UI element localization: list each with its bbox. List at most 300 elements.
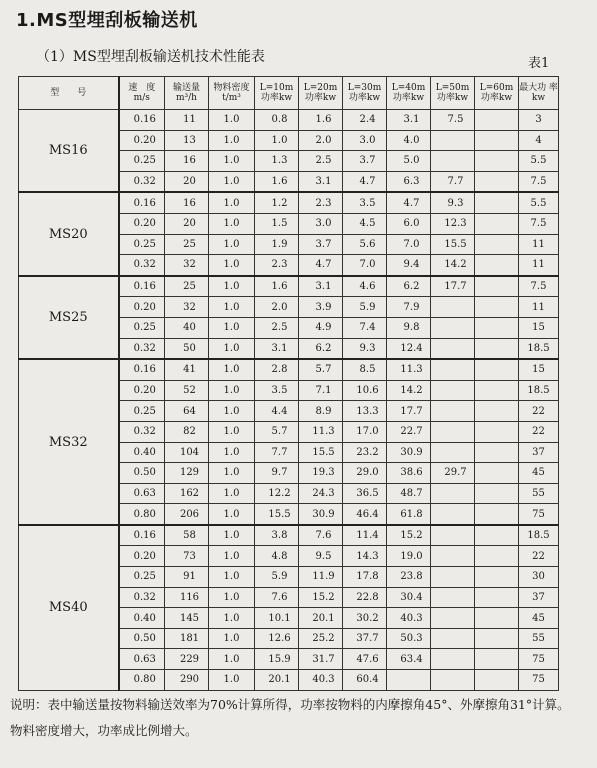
power-l40-cell: 5.0 — [387, 151, 431, 172]
header-capacity: 输送量 m³/h — [165, 77, 209, 110]
power-l20-cell: 9.5 — [299, 546, 343, 567]
power-l50-cell: 15.5 — [431, 234, 475, 255]
table-header-row — [19, 77, 559, 110]
max-power-cell: 7.5 — [519, 276, 559, 297]
power-l50-cell — [431, 297, 475, 318]
power-l30-cell: 29.0 — [343, 463, 387, 484]
power-l30-cell: 22.8 — [343, 587, 387, 608]
speed-cell: 0.80 — [119, 670, 165, 691]
power-l10-cell: 5.9 — [255, 567, 299, 588]
model-cell: MS32 — [19, 359, 119, 525]
power-l10-cell: 1.9 — [255, 234, 299, 255]
power-l10-cell: 7.7 — [255, 442, 299, 463]
capacity-cell: 32 — [165, 297, 209, 318]
performance-table — [18, 76, 559, 691]
table-number: 表1 — [528, 56, 550, 71]
power-l50-cell: 7.7 — [431, 171, 475, 192]
power-l30-cell: 60.4 — [343, 670, 387, 691]
power-l60-cell — [475, 171, 519, 192]
density-cell: 1.0 — [209, 255, 255, 276]
max-power-cell: 3 — [519, 110, 559, 131]
power-l60-cell — [475, 628, 519, 649]
density-cell: 1.0 — [209, 463, 255, 484]
speed-cell: 0.20 — [119, 297, 165, 318]
density-cell: 1.0 — [209, 359, 255, 380]
power-l30-cell: 3.5 — [343, 192, 387, 213]
power-l10-cell: 2.3 — [255, 255, 299, 276]
power-l20-cell: 11.9 — [299, 567, 343, 588]
power-l50-cell — [431, 151, 475, 172]
power-l20-cell: 2.0 — [299, 130, 343, 151]
power-l40-cell: 19.0 — [387, 546, 431, 567]
capacity-cell: 20 — [165, 213, 209, 234]
power-l40-cell: 30.4 — [387, 587, 431, 608]
power-l30-cell: 3.0 — [343, 130, 387, 151]
power-l10-cell: 3.8 — [255, 525, 299, 546]
max-power-cell: 30 — [519, 567, 559, 588]
header-power-l10: L=10m 功率kw — [255, 77, 299, 110]
power-l40-cell: 23.8 — [387, 567, 431, 588]
power-l30-cell: 4.5 — [343, 213, 387, 234]
power-l60-cell — [475, 608, 519, 629]
max-power-cell: 75 — [519, 504, 559, 525]
power-l40-cell: 4.7 — [387, 192, 431, 213]
density-cell: 1.0 — [209, 317, 255, 338]
table-row — [19, 192, 559, 213]
speed-cell: 0.25 — [119, 317, 165, 338]
power-l30-cell: 36.5 — [343, 483, 387, 504]
power-l50-cell — [431, 359, 475, 380]
density-cell: 1.0 — [209, 151, 255, 172]
power-l50-cell — [431, 442, 475, 463]
power-l20-cell: 15.2 — [299, 587, 343, 608]
speed-cell: 0.16 — [119, 192, 165, 213]
power-l40-cell: 6.2 — [387, 276, 431, 297]
header-density: 物料密度 t/m³ — [209, 77, 255, 110]
power-l40-cell: 12.4 — [387, 338, 431, 359]
speed-cell: 0.25 — [119, 151, 165, 172]
max-power-cell: 22 — [519, 546, 559, 567]
speed-cell: 0.50 — [119, 463, 165, 484]
power-l20-cell: 4.7 — [299, 255, 343, 276]
power-l10-cell: 1.3 — [255, 151, 299, 172]
power-l50-cell — [431, 546, 475, 567]
speed-cell: 0.40 — [119, 442, 165, 463]
power-l50-cell — [431, 130, 475, 151]
power-l10-cell: 10.1 — [255, 608, 299, 629]
density-cell: 1.0 — [209, 649, 255, 670]
density-cell: 1.0 — [209, 587, 255, 608]
max-power-cell: 45 — [519, 463, 559, 484]
power-l40-cell: 7.9 — [387, 297, 431, 318]
power-l60-cell — [475, 649, 519, 670]
model-cell: MS25 — [19, 276, 119, 359]
power-l50-cell — [431, 421, 475, 442]
power-l20-cell: 7.6 — [299, 525, 343, 546]
power-l30-cell: 37.7 — [343, 628, 387, 649]
speed-cell: 0.25 — [119, 567, 165, 588]
header-power-l50: L=50m 功率kw — [431, 77, 475, 110]
power-l60-cell — [475, 401, 519, 422]
power-l60-cell — [475, 151, 519, 172]
speed-cell: 0.16 — [119, 359, 165, 380]
capacity-cell: 25 — [165, 234, 209, 255]
power-l40-cell: 48.7 — [387, 483, 431, 504]
power-l40-cell: 3.1 — [387, 110, 431, 131]
power-l30-cell: 7.0 — [343, 255, 387, 276]
capacity-cell: 16 — [165, 192, 209, 213]
power-l40-cell: 17.7 — [387, 401, 431, 422]
power-l60-cell — [475, 504, 519, 525]
power-l20-cell: 30.9 — [299, 504, 343, 525]
power-l50-cell — [431, 628, 475, 649]
power-l10-cell: 9.7 — [255, 463, 299, 484]
max-power-cell: 22 — [519, 421, 559, 442]
speed-cell: 0.32 — [119, 255, 165, 276]
table-body — [19, 110, 559, 691]
power-l10-cell: 15.5 — [255, 504, 299, 525]
max-power-cell: 75 — [519, 670, 559, 691]
power-l40-cell: 4.0 — [387, 130, 431, 151]
capacity-cell: 290 — [165, 670, 209, 691]
power-l50-cell — [431, 525, 475, 546]
table-subtitle: （1）MS型埋刮板输送机技术性能表 — [36, 49, 265, 65]
power-l20-cell: 3.9 — [299, 297, 343, 318]
capacity-cell: 11 — [165, 110, 209, 131]
power-l20-cell: 3.0 — [299, 213, 343, 234]
speed-cell: 0.25 — [119, 234, 165, 255]
density-cell: 1.0 — [209, 276, 255, 297]
power-l30-cell: 5.6 — [343, 234, 387, 255]
power-l60-cell — [475, 234, 519, 255]
speed-cell: 0.32 — [119, 587, 165, 608]
max-power-cell: 75 — [519, 649, 559, 670]
speed-cell: 0.32 — [119, 338, 165, 359]
max-power-cell: 4 — [519, 130, 559, 151]
speed-cell: 0.20 — [119, 380, 165, 401]
density-cell: 1.0 — [209, 546, 255, 567]
speed-cell: 0.20 — [119, 130, 165, 151]
power-l20-cell: 31.7 — [299, 649, 343, 670]
density-cell: 1.0 — [209, 608, 255, 629]
capacity-cell: 145 — [165, 608, 209, 629]
max-power-cell: 11 — [519, 234, 559, 255]
power-l30-cell: 23.2 — [343, 442, 387, 463]
power-l30-cell: 17.8 — [343, 567, 387, 588]
power-l60-cell — [475, 192, 519, 213]
power-l50-cell — [431, 608, 475, 629]
capacity-cell: 16 — [165, 151, 209, 172]
capacity-cell: 129 — [165, 463, 209, 484]
power-l20-cell: 7.1 — [299, 380, 343, 401]
density-cell: 1.0 — [209, 297, 255, 318]
power-l40-cell: 40.3 — [387, 608, 431, 629]
density-cell: 1.0 — [209, 442, 255, 463]
capacity-cell: 20 — [165, 171, 209, 192]
power-l10-cell: 12.6 — [255, 628, 299, 649]
power-l30-cell: 11.4 — [343, 525, 387, 546]
page-title: 1.MS型埋刮板输送机 — [16, 10, 198, 31]
power-l30-cell: 47.6 — [343, 649, 387, 670]
power-l20-cell: 20.1 — [299, 608, 343, 629]
power-l30-cell: 7.4 — [343, 317, 387, 338]
power-l40-cell: 7.0 — [387, 234, 431, 255]
power-l30-cell: 13.3 — [343, 401, 387, 422]
power-l20-cell: 3.1 — [299, 171, 343, 192]
max-power-cell: 15 — [519, 359, 559, 380]
power-l40-cell: 6.3 — [387, 171, 431, 192]
density-cell: 1.0 — [209, 525, 255, 546]
power-l10-cell: 2.0 — [255, 297, 299, 318]
power-l10-cell: 1.2 — [255, 192, 299, 213]
power-l30-cell: 9.3 — [343, 338, 387, 359]
power-l10-cell: 2.5 — [255, 317, 299, 338]
table-row — [19, 276, 559, 297]
power-l50-cell — [431, 317, 475, 338]
power-l60-cell — [475, 359, 519, 380]
capacity-cell: 40 — [165, 317, 209, 338]
power-l10-cell: 5.7 — [255, 421, 299, 442]
max-power-cell: 22 — [519, 401, 559, 422]
power-l50-cell — [431, 670, 475, 691]
power-l10-cell: 0.8 — [255, 110, 299, 131]
power-l30-cell: 4.7 — [343, 171, 387, 192]
max-power-cell: 5.5 — [519, 151, 559, 172]
power-l20-cell: 19.3 — [299, 463, 343, 484]
max-power-cell: 15 — [519, 317, 559, 338]
power-l10-cell: 12.2 — [255, 483, 299, 504]
power-l30-cell: 10.6 — [343, 380, 387, 401]
max-power-cell: 7.5 — [519, 213, 559, 234]
power-l20-cell: 3.7 — [299, 234, 343, 255]
power-l40-cell: 61.8 — [387, 504, 431, 525]
header-speed: 速 度 m/s — [119, 77, 165, 110]
density-cell: 1.0 — [209, 401, 255, 422]
capacity-cell: 58 — [165, 525, 209, 546]
max-power-cell: 5.5 — [519, 192, 559, 213]
power-l60-cell — [475, 463, 519, 484]
capacity-cell: 73 — [165, 546, 209, 567]
power-l40-cell: 11.3 — [387, 359, 431, 380]
power-l40-cell: 15.2 — [387, 525, 431, 546]
header-max-power: 最大功 率kw — [519, 77, 559, 110]
power-l20-cell: 2.3 — [299, 192, 343, 213]
speed-cell: 0.16 — [119, 525, 165, 546]
power-l10-cell: 2.8 — [255, 359, 299, 380]
power-l20-cell: 8.9 — [299, 401, 343, 422]
power-l10-cell: 3.5 — [255, 380, 299, 401]
power-l50-cell — [431, 587, 475, 608]
capacity-cell: 91 — [165, 567, 209, 588]
power-l10-cell: 7.6 — [255, 587, 299, 608]
power-l60-cell — [475, 255, 519, 276]
power-l30-cell: 5.9 — [343, 297, 387, 318]
speed-cell: 0.32 — [119, 171, 165, 192]
power-l10-cell: 3.1 — [255, 338, 299, 359]
power-l50-cell — [431, 649, 475, 670]
table-row — [19, 525, 559, 546]
density-cell: 1.0 — [209, 380, 255, 401]
capacity-cell: 206 — [165, 504, 209, 525]
speed-cell: 0.20 — [119, 546, 165, 567]
power-l50-cell — [431, 504, 475, 525]
power-l30-cell: 3.7 — [343, 151, 387, 172]
speed-cell: 0.40 — [119, 608, 165, 629]
power-l20-cell: 40.3 — [299, 670, 343, 691]
header-model: 型 号 — [19, 77, 119, 110]
speed-cell: 0.50 — [119, 628, 165, 649]
max-power-cell: 55 — [519, 483, 559, 504]
power-l40-cell: 14.2 — [387, 380, 431, 401]
density-cell: 1.0 — [209, 130, 255, 151]
power-l50-cell: 17.7 — [431, 276, 475, 297]
density-cell: 1.0 — [209, 110, 255, 131]
capacity-cell: 13 — [165, 130, 209, 151]
power-l60-cell — [475, 546, 519, 567]
power-l60-cell — [475, 110, 519, 131]
speed-cell: 0.25 — [119, 401, 165, 422]
capacity-cell: 41 — [165, 359, 209, 380]
model-cell: MS20 — [19, 192, 119, 275]
power-l20-cell: 25.2 — [299, 628, 343, 649]
density-cell: 1.0 — [209, 628, 255, 649]
power-l20-cell: 1.6 — [299, 110, 343, 131]
header-power-l40: L=40m 功率kw — [387, 77, 431, 110]
power-l40-cell: 63.4 — [387, 649, 431, 670]
power-l30-cell: 17.0 — [343, 421, 387, 442]
power-l60-cell — [475, 567, 519, 588]
power-l60-cell — [475, 276, 519, 297]
speed-cell: 0.63 — [119, 649, 165, 670]
power-l50-cell: 29.7 — [431, 463, 475, 484]
power-l30-cell: 46.4 — [343, 504, 387, 525]
table-row — [19, 359, 559, 380]
power-l30-cell: 14.3 — [343, 546, 387, 567]
max-power-cell: 18.5 — [519, 380, 559, 401]
speed-cell: 0.63 — [119, 483, 165, 504]
capacity-cell: 229 — [165, 649, 209, 670]
power-l40-cell: 22.7 — [387, 421, 431, 442]
power-l30-cell: 8.5 — [343, 359, 387, 380]
density-cell: 1.0 — [209, 234, 255, 255]
power-l40-cell: 9.4 — [387, 255, 431, 276]
power-l60-cell — [475, 297, 519, 318]
power-l10-cell: 15.9 — [255, 649, 299, 670]
power-l60-cell — [475, 525, 519, 546]
max-power-cell: 37 — [519, 442, 559, 463]
power-l10-cell: 20.1 — [255, 670, 299, 691]
power-l60-cell — [475, 380, 519, 401]
power-l50-cell — [431, 401, 475, 422]
power-l10-cell: 1.5 — [255, 213, 299, 234]
power-l20-cell: 15.5 — [299, 442, 343, 463]
power-l60-cell — [475, 670, 519, 691]
capacity-cell: 104 — [165, 442, 209, 463]
speed-cell: 0.20 — [119, 213, 165, 234]
table-row — [19, 110, 559, 131]
max-power-cell: 37 — [519, 587, 559, 608]
density-cell: 1.0 — [209, 670, 255, 691]
capacity-cell: 52 — [165, 380, 209, 401]
power-l20-cell: 11.3 — [299, 421, 343, 442]
power-l10-cell: 1.6 — [255, 171, 299, 192]
speed-cell: 0.80 — [119, 504, 165, 525]
power-l50-cell: 7.5 — [431, 110, 475, 131]
header-power-l30: L=30m 功率kw — [343, 77, 387, 110]
power-l60-cell — [475, 317, 519, 338]
power-l60-cell — [475, 130, 519, 151]
power-l60-cell — [475, 421, 519, 442]
density-cell: 1.0 — [209, 192, 255, 213]
power-l40-cell: 6.0 — [387, 213, 431, 234]
model-cell: MS40 — [19, 525, 119, 690]
capacity-cell: 116 — [165, 587, 209, 608]
max-power-cell: 18.5 — [519, 338, 559, 359]
power-l10-cell: 1.6 — [255, 276, 299, 297]
power-l20-cell: 6.2 — [299, 338, 343, 359]
power-l60-cell — [475, 483, 519, 504]
power-l10-cell: 4.8 — [255, 546, 299, 567]
capacity-cell: 32 — [165, 255, 209, 276]
power-l50-cell: 14.2 — [431, 255, 475, 276]
power-l40-cell: 9.8 — [387, 317, 431, 338]
max-power-cell: 11 — [519, 297, 559, 318]
power-l50-cell — [431, 483, 475, 504]
power-l30-cell: 2.4 — [343, 110, 387, 131]
power-l50-cell — [431, 567, 475, 588]
power-l40-cell: 30.9 — [387, 442, 431, 463]
power-l50-cell: 12.3 — [431, 213, 475, 234]
max-power-cell: 55 — [519, 628, 559, 649]
density-cell: 1.0 — [209, 421, 255, 442]
density-cell: 1.0 — [209, 213, 255, 234]
capacity-cell: 25 — [165, 276, 209, 297]
max-power-cell: 18.5 — [519, 525, 559, 546]
table-note: 说明：表中输送量按物料输送效率为70%计算所得，功率按物料的内摩擦角45°、外摩擦角31°计算。物料密度增大，功率成比例增大。 — [10, 697, 570, 738]
density-cell: 1.0 — [209, 171, 255, 192]
density-cell: 1.0 — [209, 338, 255, 359]
density-cell: 1.0 — [209, 567, 255, 588]
model-cell: MS16 — [19, 110, 119, 193]
max-power-cell: 7.5 — [519, 171, 559, 192]
power-l30-cell: 4.6 — [343, 276, 387, 297]
speed-cell: 0.32 — [119, 421, 165, 442]
power-l20-cell: 4.9 — [299, 317, 343, 338]
capacity-cell: 162 — [165, 483, 209, 504]
power-l50-cell — [431, 380, 475, 401]
power-l60-cell — [475, 213, 519, 234]
speed-cell: 0.16 — [119, 110, 165, 131]
power-l40-cell: 38.6 — [387, 463, 431, 484]
density-cell: 1.0 — [209, 483, 255, 504]
header-power-l20: L=20m 功率kw — [299, 77, 343, 110]
capacity-cell: 181 — [165, 628, 209, 649]
power-l30-cell: 30.2 — [343, 608, 387, 629]
power-l20-cell: 2.5 — [299, 151, 343, 172]
power-l40-cell — [387, 670, 431, 691]
power-l50-cell — [431, 338, 475, 359]
power-l50-cell: 9.3 — [431, 192, 475, 213]
power-l10-cell: 4.4 — [255, 401, 299, 422]
density-cell: 1.0 — [209, 504, 255, 525]
header-power-l60: L=60m 功率kw — [475, 77, 519, 110]
power-l20-cell: 3.1 — [299, 276, 343, 297]
power-l20-cell: 5.7 — [299, 359, 343, 380]
power-l40-cell: 50.3 — [387, 628, 431, 649]
capacity-cell: 82 — [165, 421, 209, 442]
power-l60-cell — [475, 587, 519, 608]
power-l60-cell — [475, 442, 519, 463]
